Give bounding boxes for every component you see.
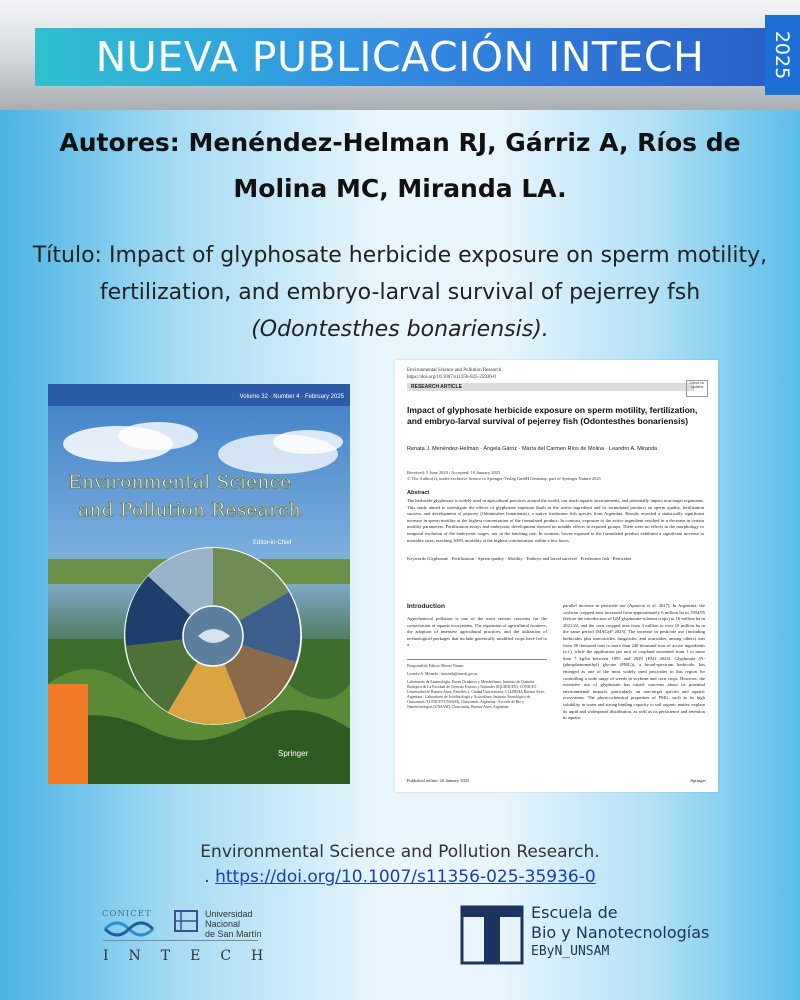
paper-article-type: RESEARCH ARTICLE <box>407 383 694 391</box>
unsam-line-2: Nacional <box>205 919 241 929</box>
year-label: 2025 <box>771 30 794 80</box>
ebyn-line-3: EByN_UNSAM <box>531 944 610 959</box>
paper-doi: https://doi.org/10.1007/s11356-025-35936-0 <box>407 375 496 380</box>
paper-affiliations: Laboratorio de Enzimología, Estrés Oxidativo y Metabolismo, Instituto de Química Biológica de La Facultad de Ciencias Exactas y Naturales (IQUIBICEN), CONICET - Universidad de Buenos Aires, Pabellón 2, Ciudad Universitaria, C1428EHA Buenos Aires, Argentina · Laboratorio de Ictiofisiología y Acuicultura, Instituto Tecnológico de Chascomús (CONICET-UNSAM), Chascomús, Argentina · Escuela de Bio y Nanotecnologías (UNSAM), Chascomús, Buenos Aires, Argentina <box>407 679 545 709</box>
unsam-name <box>205 909 262 939</box>
paper-abstract-heading: Abstract <box>407 490 430 496</box>
paper-keywords: Keywords Glyphosate · Fertilization · Sperm quality · Motility · Embryo and larval survival · Freshwater fish · Pesticides <box>407 556 704 562</box>
ebyn-line-1: Escuela de <box>531 903 618 922</box>
cover-title-line-2: and Pollution Research <box>78 499 301 521</box>
publication-title <box>10 237 790 348</box>
intech-divider <box>103 940 258 941</box>
citation-journal: Environmental Science and Pollution Research. <box>200 842 600 862</box>
authors-line-1: Autores: Menéndez-Helman RJ, Gárriz A, Ríos de <box>59 128 741 157</box>
paper-abstract: The herbicide glyphosate is widely used in agricultural practices around the world, can reach aquatic environments, and potentially impact non-target organisms. This study aimed to investigate the effects of glyphosate exposure (both as the active ingredient and its formulated product) on sperm quality, fertilization success, and development of pejerrey (Odontesthes bonariensis), a native freshwater fish species from Argentina. Results revealed a statistically significant increase in sperm motility at the highest concentration of the formulated product. In contrast, exposure to the active ingredient resulted in a decrease in certain motility parameters. Fertilization assays and embryonic development showed no notable effects in exposed groups. There were no effects in the morphology or temporal evolution of the embryonic stages, nor in the hatching rate. In contrast, larvae exposed to the formulated product exhibited a significant increase in mortality rates, reaching 100% mortality at the highest concentration within a few hours. <box>407 498 704 543</box>
citation-block <box>150 840 650 890</box>
paper-published: Published online: 20 January 2025 <box>407 778 547 783</box>
paper-received-date: Received: 5 June 2024 / Accepted: 10 January 2025 <box>407 470 501 475</box>
paper-intro-right: parallel increase in pesticide use (Aparicio et al. 2017). In Argentina, the soybean cropped area increased from approximately 6 million ha in 1994/95 (before the introduction of GM glyphosate-tolerant crops) to 16 million ha in 2021/22, and the corn cropped area from 3 million to over 10 million ha in the same period (MAGyP 2023). The increase in pesticide use (including herbicides plus insecticides, fungicides, and acaricides, among others) was from 38 thousand tons to more than 240 thousand tons of active ingredients (a.i.), while the application per unit of cropland increased from 1 to more than 7 kg/ha between 1995 and 2020 (FAO 2023). Glyphosate (N-(phosphonomethyl) glycine (PMG)), a broad-spectrum herbicide, has emerged as one of the most widely used pesticides in this region for controlling a wide range of weeds in soybean and corn crops. However, the extensive use of glyphosate has raised concerns about its potential environmental impacts, particularly on non-target species and aquatic ecosystems. The physicochemical properties of PMG, such as its high solubility in water and strong binding capacity to soil organic matter, explain its rapid and widespread distribution, as well as its persistence and retention in aquatic <box>563 603 705 721</box>
publication-title-line-2: fertilization, and embryo-larval survival of pejerrey fsh <box>99 280 701 305</box>
conicet-logo-icon <box>103 920 155 938</box>
paper-copyright: © The Author(s), under exclusive licence to Springer-Verlag GmbH Germany, part of Springer Nature 2025 <box>407 476 601 481</box>
paper-intro-heading: Introduction <box>407 603 445 610</box>
paper-check-updates: Check for updates <box>686 380 708 397</box>
unsam-logo-icon <box>173 909 201 935</box>
paper-dates <box>407 470 702 482</box>
unsam-line-3: de San Martín <box>205 929 262 939</box>
citation-doi-line <box>150 865 650 890</box>
header-banner <box>35 28 765 86</box>
cover-editor: Editor-in-Chief <box>253 540 292 546</box>
ebyn-logo-icon <box>460 903 524 967</box>
unsam-line-1: Universidad <box>205 909 253 919</box>
publication-title-species: (Odontesthes bonariensis). <box>251 317 549 342</box>
citation-prefix: . <box>204 867 216 887</box>
publication-title-line-1: Título: Impact of glyphosate herbicide exposure on sperm motility, <box>32 243 768 268</box>
ebyn-name <box>531 903 709 961</box>
year-tab <box>765 15 800 95</box>
authors-block <box>40 120 760 212</box>
journal-cover-art <box>48 384 350 784</box>
paper-journal <box>407 367 501 381</box>
conicet-label: CONICET <box>102 909 152 919</box>
paper-journal-name: Environmental Science and Pollution Research <box>407 368 502 373</box>
authors-line-2: Molina MC, Miranda LA. <box>233 174 567 203</box>
paper-springer: Springer <box>690 778 706 783</box>
cover-title-line-1: Environmental Science <box>68 471 292 493</box>
paper-authors: Renata J. Menéndez-Helman · Ángela Gárriz · María del Carmen Ríos de Molina · Leandro A. Miranda <box>407 446 658 452</box>
journal-cover-image <box>48 384 350 784</box>
paper-intro-left: Agrochemical pollution is one of the most serious concerns for the conservation of aquatic ecosystems. The expansion of agricultural frontiers, the adoption of intensive agricultural practices, and the utilization of technological packages that include genetically modified crops have led to a <box>407 616 547 648</box>
paper-corresponding: Leandro A. Miranda · lmiranda@intech.gov.ar <box>407 671 478 676</box>
paper-column-left <box>407 603 547 783</box>
cover-issue: Volume 32 · Number 4 · February 2025 <box>239 394 344 400</box>
paper-title: Impact of glyphosate herbicide exposure on sperm motility, fertilization, and embryo-larval survival of pejerrey fish (Odontesthes bonariensis) <box>407 405 698 426</box>
doi-link[interactable]: https://doi.org/10.1007/s11356-025-35936-0 <box>215 867 596 887</box>
paper-editor-note: Responsible Editor: Bruno Nunes <box>407 659 547 669</box>
cover-publisher: Springer <box>278 749 309 758</box>
page-title: NUEVA PUBLICACIÓN INTECH <box>95 33 705 81</box>
article-first-page-image <box>395 360 718 792</box>
paper-column-right <box>563 603 705 783</box>
ebyn-line-2: Bio y Nanotecnologías <box>531 923 710 942</box>
intech-logo-text: INTECH <box>103 948 284 964</box>
